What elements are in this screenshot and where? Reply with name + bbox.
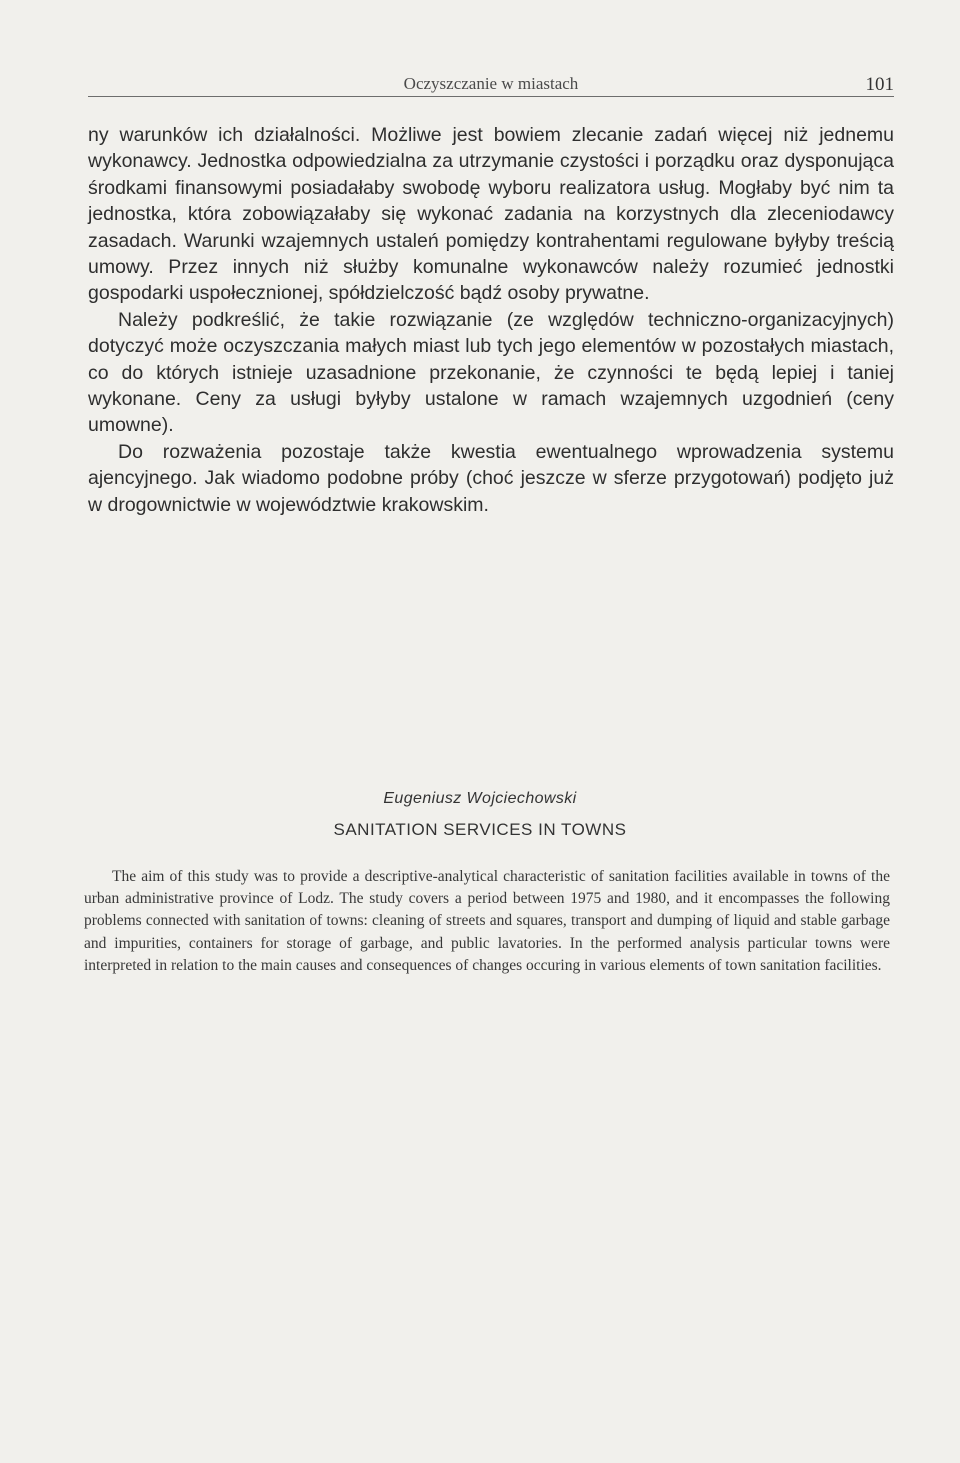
paragraph: Należy podkreślić, że takie rozwiązanie (ze względów techniczno-organizacyjnych) dotyczyć może oczyszczania małych miast lub tych jego elementów w pozostałych miastach, co do których istnieje uzasadnione przekonanie, że czynności te będą lepiej i taniej wykonane. Ceny za usługi byłyby ustalone w ramach wzajemnych uzgodnień (ceny umowne). (88, 308, 894, 437)
paragraph: Do rozważenia pozostaje także kwestia ewentualnego wprowadzenia systemu ajencyjnego. Jak wiadomo podobne próby (choć jeszcze w sferze przygotowań) podjęto już w drogownictwie w województwie krakowskim. (88, 440, 894, 516)
paragraph: ny warunków ich działalności. Możliwe jest bowiem zlecanie zadań więcej niż jednemu wykonawcy. Jednostka odpowiedzialna za utrzymanie czystości i porządku oraz dysponująca środkami finansowymi posiadałaby swobodę wyboru realizatora usług. Mogłaby być nim ta jednostka, która zobowiązałaby się wykonać zadania na korzystnych dla zleceniodawcy zasadach. Warunki wzajemnych ustaleń pomiędzy kontrahentami regulowane byłyby treścią umowy. Przez innych niż służby komunalne wykonawców należy rozumieć jednostki gospodarki uspołecznionej, spółdzielczość bądź osoby prywatne. (88, 124, 894, 305)
summary-abstract (84, 866, 890, 977)
running-header (88, 70, 894, 97)
running-title: Oczyszczanie w miastach (403, 74, 579, 93)
summary-title: SANITATION SERVICES IN TOWNS (333, 820, 627, 839)
summary-author: Eugeniusz Wojciechowski (383, 790, 577, 807)
page-number: 101 (865, 74, 894, 95)
body-text (88, 122, 894, 518)
abstract-paragraph: The aim of this study was to provide a descriptive-analytical characteristic of sanitation facilities available in towns of the urban administrative province of Lodz. The study covers a period between 1975 and 1980, and it encompasses the following problems connected with sanitation of towns: cleaning of streets and squares, transport and dumping of liquid and stable garbage and impurities, containers for storage of garbage, and public lavatories. In the performed analysis particular towns were interpreted in relation to the main causes and consequences of changes occuring in various elements of town sanitation facilities. (84, 868, 890, 974)
